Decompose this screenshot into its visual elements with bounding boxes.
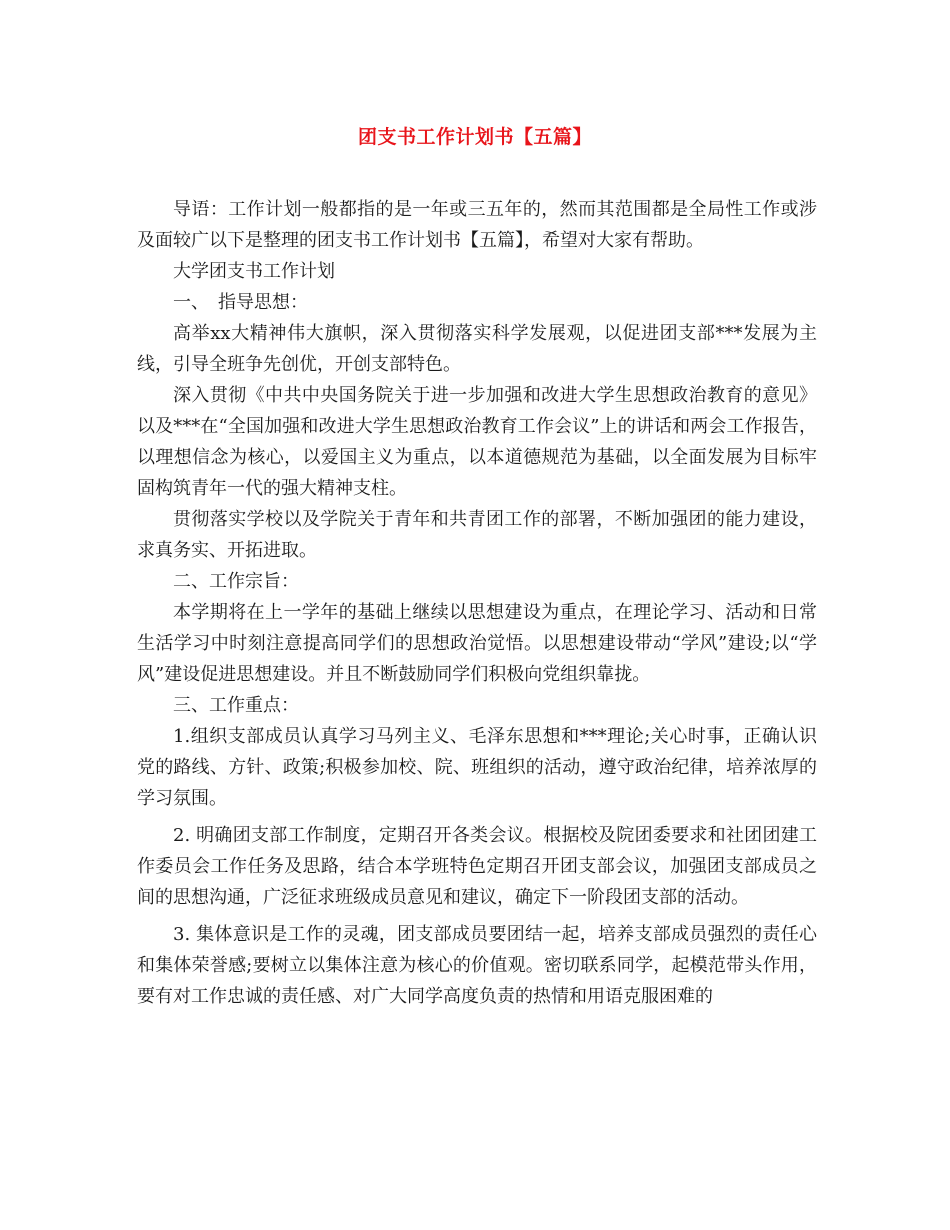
section-heading: 三、工作重点：	[173, 695, 299, 716]
body-paragraph: 本学期将在上一学年的基础上继续以思想建设为重点，在理论学习、活动和日常生活学习中时刻注意提高同学们的思想政治觉悟。以思想建设带动“学风”建设;以“学风”建设促进思想建设。并且不断鼓励同学们积极向党组织靠拢。	[137, 602, 817, 685]
section-heading: 二、工作宗旨：	[173, 571, 299, 592]
body-paragraph: 贯彻落实学校以及学院关于青年和共青团工作的部署，不断加强团的能力建设，求真务实、开拓进取。	[137, 509, 817, 561]
body-paragraph: 深入贯彻《中共中央国务院关于进一步加强和改进大学生思想政治教育的意见》以及***在“全国加强和改进大学生思想政治教育工作会议”上的讲话和两会工作报告，以理想信念为核心，以爱国主义为重点，以本道德规范为基础，以全面发展为目标牢固构筑青年一代的强大精神支柱。	[137, 385, 817, 499]
document-title: 团支书工作计划书【五篇】	[357, 126, 592, 148]
section-heading: 一、 指导思想：	[173, 292, 308, 313]
document-body	[137, 194, 817, 1012]
list-item: 3. 集体意识是工作的灵魂，团支部成员要团结一起，培养支部成员强烈的责任心和集体荣誉感;要树立以集体注意为核心的价值观。密切联系同学，起模范带头作用，要有对工作忠诚的责任感、对广大同学高度负责的热情和用语克服困难的	[137, 924, 817, 1007]
list-item: 1.组织支部成员认真学习马列主义、毛泽东思想和***理论;关心时事，正确认识党的路线、方针、政策;积极参加校、院、班组织的活动，遵守政治纪律，培养浓厚的学习氛围。	[137, 726, 817, 809]
body-paragraph: 高举xx大精神伟大旗帜，深入贯彻落实科学发展观，以促进团支部***发展为主线，引导全班争先创优，开创支部特色。	[137, 323, 817, 375]
section-heading: 大学团支书工作计划	[173, 261, 335, 282]
intro-paragraph: 导语：工作计划一般都指的是一年或三五年的，然而其范围都是全局性工作或涉及面较广以下是整理的团支书工作计划书【五篇】，希望对大家有帮助。	[137, 199, 817, 251]
list-item: 2. 明确团支部工作制度，定期召开各类会议。根据校及院团委要求和社团团建工作委员会工作任务及思路，结合本学班特色定期召开团支部会议，加强团支部成员之间的思想沟通，广泛征求班级成员意见和建议，确定下一阶段团支部的活动。	[137, 825, 817, 908]
